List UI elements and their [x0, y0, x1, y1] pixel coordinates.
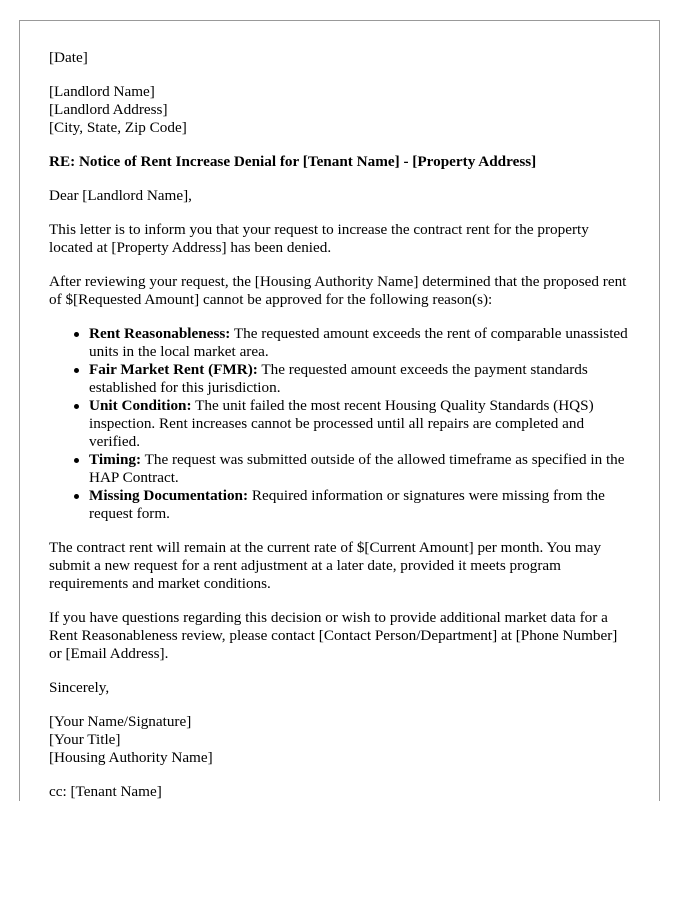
letter-subject: RE: Notice of Rent Increase Denial for [Tenant Name] - [Property Address] [49, 153, 537, 170]
closing: Sincerely, [49, 679, 110, 696]
intro-paragraph: This letter is to inform you that your request to increase the contract rent for the property located at [Property Address] has been denied. [49, 221, 589, 256]
letter-date: [Date] [49, 49, 88, 66]
reason-item [89, 451, 633, 487]
reason-item [89, 361, 633, 397]
cc-line: cc: [Tenant Name] [49, 783, 162, 800]
signature-title: [Your Title] [49, 731, 121, 748]
signature-name: [Your Name/Signature] [49, 713, 192, 730]
reason-text: The requested amount exceeds the payment standards established for this jurisdiction. [89, 361, 588, 396]
reasons-list [49, 325, 633, 523]
reason-term: Timing: [89, 451, 142, 468]
recipient-name: [Landlord Name] [49, 83, 155, 100]
recipient-address: [Landlord Address] [49, 101, 168, 118]
reason-text: The request was submitted outside of the allowed timeframe as specified in the HAP Contract. [89, 451, 625, 486]
signature-organization: [Housing Authority Name] [49, 749, 213, 766]
reason-term: Unit Condition: [89, 397, 192, 414]
current-rent-paragraph: The contract rent will remain at the current rate of $[Current Amount] per month. You may submit a new request for a rent adjustment at a later date, provided it meets program requirements and market conditions. [49, 539, 602, 592]
recipient-city-state-zip: [City, State, Zip Code] [49, 119, 187, 136]
reason-term: Fair Market Rent (FMR): [89, 361, 258, 378]
review-paragraph: After reviewing your request, the [Housing Authority Name] determined that the proposed rent of $[Requested Amount] cannot be approved for the following reason(s): [49, 273, 627, 308]
reason-term: Missing Documentation: [89, 487, 249, 504]
salutation: Dear [Landlord Name], [49, 187, 192, 204]
contact-paragraph: If you have questions regarding this decision or wish to provide additional market data for a Rent Reasonableness review, please contact [Contact Person/Department] at [Phone Number] or [Email Address]. [49, 609, 618, 662]
reason-term: Rent Reasonableness: [89, 325, 231, 342]
recipient-block [49, 83, 633, 137]
reason-text: The unit failed the most recent Housing Quality Standards (HQS) inspection. Rent increases cannot be processed until all repairs are completed and verified. [89, 397, 594, 450]
reason-item [89, 325, 633, 361]
reason-item [89, 487, 633, 523]
reason-text: The requested amount exceeds the rent of comparable unassisted units in the local market area. [89, 325, 628, 360]
reason-item [89, 397, 633, 451]
letter-page [19, 20, 660, 801]
reason-text: Required information or signatures were missing from the request form. [89, 487, 605, 522]
signature-block [49, 713, 633, 767]
